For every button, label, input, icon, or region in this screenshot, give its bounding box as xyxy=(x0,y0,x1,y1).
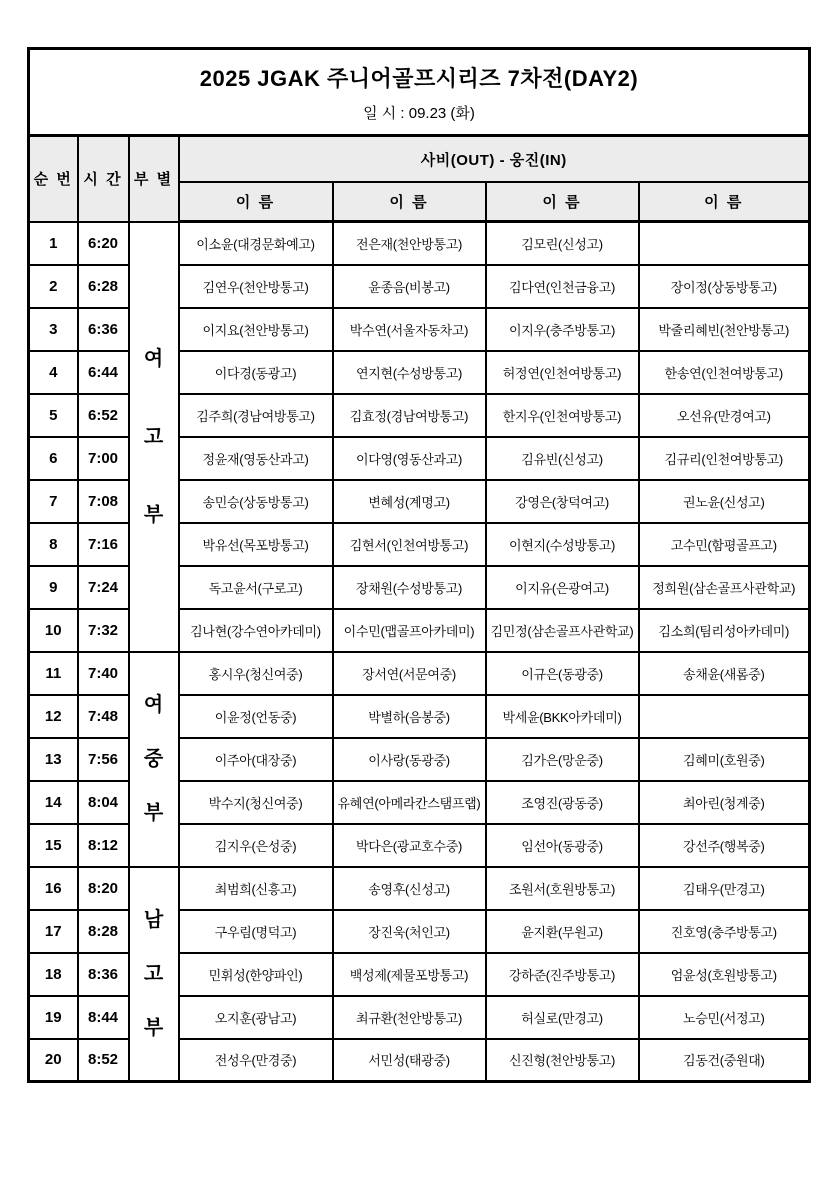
row-number-cell: 12 xyxy=(29,695,78,738)
player-cell: 김연우(천안방통고) xyxy=(179,265,333,308)
schedule-sheet xyxy=(27,47,808,1083)
player-cell: 박세윤(BKK아카데미) xyxy=(486,695,639,738)
player-cell: 최아린(청계중) xyxy=(639,781,810,824)
player-cell: 이윤정(언동중) xyxy=(179,695,333,738)
tee-time-cell: 7:32 xyxy=(78,609,129,652)
player-cell: 이수민(맵골프아카데미) xyxy=(333,609,486,652)
table-row xyxy=(29,222,810,265)
player-cell: 박별하(음봉중) xyxy=(333,695,486,738)
division-label xyxy=(130,223,178,651)
player-cell: 김지우(은성중) xyxy=(179,824,333,867)
tee-time-cell: 6:28 xyxy=(78,265,129,308)
player-cell xyxy=(639,695,810,738)
player-cell: 박수지(청신여중) xyxy=(179,781,333,824)
tee-time-cell: 7:24 xyxy=(78,566,129,609)
tee-time-cell: 7:08 xyxy=(78,480,129,523)
tee-time-cell: 6:52 xyxy=(78,394,129,437)
col-header-name-3: 이 름 xyxy=(486,182,639,222)
player-cell: 조영진(광동중) xyxy=(486,781,639,824)
row-number-cell: 10 xyxy=(29,609,78,652)
row-number-cell: 11 xyxy=(29,652,78,695)
row-number-cell: 8 xyxy=(29,523,78,566)
event-date: 일 시 : 09.23 (화) xyxy=(363,104,475,122)
player-cell: 김태우(만경고) xyxy=(639,867,810,910)
player-cell: 장서연(서문여중) xyxy=(333,652,486,695)
player-cell: 강선주(행복중) xyxy=(639,824,810,867)
row-number-cell: 14 xyxy=(29,781,78,824)
row-number-cell: 18 xyxy=(29,953,78,996)
row-number-cell: 16 xyxy=(29,867,78,910)
player-cell: 독고윤서(구로고) xyxy=(179,566,333,609)
player-cell: 한지우(인천여방통고) xyxy=(486,394,639,437)
tee-time-cell: 6:44 xyxy=(78,351,129,394)
row-number-cell: 6 xyxy=(29,437,78,480)
col-header-time: 시 간 xyxy=(78,136,129,222)
tee-time-cell: 7:40 xyxy=(78,652,129,695)
tee-time-cell: 7:56 xyxy=(78,738,129,781)
division-char: 여 xyxy=(143,347,164,370)
division-char: 고 xyxy=(143,962,164,985)
tee-time-cell: 8:36 xyxy=(78,953,129,996)
row-number-cell: 2 xyxy=(29,265,78,308)
player-cell: 노승민(서정고) xyxy=(639,996,810,1039)
player-cell: 신진형(천안방통고) xyxy=(486,1039,639,1082)
player-cell: 유혜연(아메라칸스탬프랩) xyxy=(333,781,486,824)
player-cell: 박수연(서울자동차고) xyxy=(333,308,486,351)
player-cell: 이지우(충주방통고) xyxy=(486,308,639,351)
player-cell: 김소희(팀리성아카데미) xyxy=(639,609,810,652)
player-cell: 김주희(경남여방통고) xyxy=(179,394,333,437)
player-cell: 장진욱(처인고) xyxy=(333,910,486,953)
player-cell: 김동건(중원대) xyxy=(639,1039,810,1082)
player-cell: 이사랑(동광중) xyxy=(333,738,486,781)
division-cell xyxy=(129,222,179,652)
player-cell: 이다경(동광고) xyxy=(179,351,333,394)
player-cell: 김효정(경남여방통고) xyxy=(333,394,486,437)
row-number-cell: 17 xyxy=(29,910,78,953)
player-cell: 이지요(천안방통고) xyxy=(179,308,333,351)
division-label xyxy=(130,653,178,866)
player-cell: 임선아(동광중) xyxy=(486,824,639,867)
row-number-cell: 20 xyxy=(29,1039,78,1082)
division-char: 부 xyxy=(143,1016,164,1039)
tee-time-cell: 6:36 xyxy=(78,308,129,351)
player-cell: 김현서(인천여방통고) xyxy=(333,523,486,566)
row-number-cell: 9 xyxy=(29,566,78,609)
player-cell: 고수민(함평골프고) xyxy=(639,523,810,566)
tee-time-cell: 7:00 xyxy=(78,437,129,480)
player-cell: 전은재(천안방통고) xyxy=(333,222,486,265)
tee-time-cell: 7:16 xyxy=(78,523,129,566)
tee-time-cell: 8:44 xyxy=(78,996,129,1039)
title-row xyxy=(29,49,810,136)
division-char: 여 xyxy=(143,694,164,716)
player-cell: 민휘성(한양파인) xyxy=(179,953,333,996)
player-cell: 변혜성(계명고) xyxy=(333,480,486,523)
player-cell: 홍시우(청신여중) xyxy=(179,652,333,695)
player-cell: 최규환(천안방통고) xyxy=(333,996,486,1039)
col-header-number: 순 번 xyxy=(29,136,78,222)
player-cell: 정희원(삼손골프사관학교) xyxy=(639,566,810,609)
player-cell: 한송연(인천여방통고) xyxy=(639,351,810,394)
player-cell: 윤지환(무원고) xyxy=(486,910,639,953)
player-cell: 이주아(대장중) xyxy=(179,738,333,781)
player-cell: 박줄리혜빈(천안방통고) xyxy=(639,308,810,351)
tee-time-table xyxy=(27,47,811,1083)
player-cell: 최범희(신흥고) xyxy=(179,867,333,910)
col-header-name-1: 이 름 xyxy=(179,182,333,222)
row-number-cell: 5 xyxy=(29,394,78,437)
tee-time-cell: 8:28 xyxy=(78,910,129,953)
row-number-cell: 3 xyxy=(29,308,78,351)
row-number-cell: 13 xyxy=(29,738,78,781)
col-header-division: 부 별 xyxy=(129,136,179,222)
player-cell: 연지현(수성방통고) xyxy=(333,351,486,394)
player-cell: 권노윤(신성고) xyxy=(639,480,810,523)
player-cell: 김가은(망운중) xyxy=(486,738,639,781)
tee-time-cell: 6:20 xyxy=(78,222,129,265)
player-cell: 백성제(제물포방통고) xyxy=(333,953,486,996)
player-cell: 이규은(동광중) xyxy=(486,652,639,695)
player-cell: 허정연(인천여방통고) xyxy=(486,351,639,394)
player-cell: 오지훈(광남고) xyxy=(179,996,333,1039)
division-char: 부 xyxy=(143,503,164,526)
division-char: 고 xyxy=(143,425,164,448)
player-cell: 김유빈(신성고) xyxy=(486,437,639,480)
player-cell: 김혜미(호원중) xyxy=(639,738,810,781)
player-cell: 강하준(진주방통고) xyxy=(486,953,639,996)
player-cell: 장채원(수성방통고) xyxy=(333,566,486,609)
course-header: 사비(OUT) - 웅진(IN) xyxy=(179,136,810,183)
tee-time-cell: 8:04 xyxy=(78,781,129,824)
division-cell xyxy=(129,652,179,867)
table-row xyxy=(29,652,810,695)
col-header-name-2: 이 름 xyxy=(333,182,486,222)
tee-time-cell: 8:20 xyxy=(78,867,129,910)
division-char: 부 xyxy=(143,802,164,824)
player-cell: 허실로(만경고) xyxy=(486,996,639,1039)
player-cell: 오선유(만경여고) xyxy=(639,394,810,437)
header-row-top xyxy=(29,136,810,183)
player-cell: 장이정(상동방통고) xyxy=(639,265,810,308)
player-cell: 이소윤(대경문화예고) xyxy=(179,222,333,265)
player-cell xyxy=(639,222,810,265)
row-number-cell: 7 xyxy=(29,480,78,523)
player-cell: 엄윤성(호원방통고) xyxy=(639,953,810,996)
page-title: 2025 JGAK 주니어골프시리즈 7차전(DAY2) xyxy=(199,65,639,91)
player-cell: 박다은(광교호수중) xyxy=(333,824,486,867)
table-row xyxy=(29,867,810,910)
player-cell: 김모린(신성고) xyxy=(486,222,639,265)
player-cell: 김나현(강수연아카데미) xyxy=(179,609,333,652)
player-cell: 김다연(인천금융고) xyxy=(486,265,639,308)
player-cell: 강영은(창덕여고) xyxy=(486,480,639,523)
row-number-cell: 1 xyxy=(29,222,78,265)
col-header-name-4: 이 름 xyxy=(639,182,810,222)
player-cell: 박유선(목포방통고) xyxy=(179,523,333,566)
division-cell xyxy=(129,867,179,1082)
player-cell: 김규리(인천여방통고) xyxy=(639,437,810,480)
player-cell: 윤종음(비봉고) xyxy=(333,265,486,308)
row-number-cell: 19 xyxy=(29,996,78,1039)
division-char: 남 xyxy=(143,908,164,931)
player-cell: 송채윤(새롬중) xyxy=(639,652,810,695)
tee-time-cell: 8:52 xyxy=(78,1039,129,1082)
player-cell: 이다영(영동산과고) xyxy=(333,437,486,480)
player-cell: 정윤재(영동산과고) xyxy=(179,437,333,480)
player-cell: 서민성(태광중) xyxy=(333,1039,486,1082)
player-cell: 구우림(명덕고) xyxy=(179,910,333,953)
row-number-cell: 15 xyxy=(29,824,78,867)
player-cell: 조원서(호원방통고) xyxy=(486,867,639,910)
tee-time-cell: 7:48 xyxy=(78,695,129,738)
player-cell: 이지유(은광여고) xyxy=(486,566,639,609)
division-label xyxy=(130,868,178,1081)
player-cell: 전성우(만경중) xyxy=(179,1039,333,1082)
player-cell: 송민승(상동방통고) xyxy=(179,480,333,523)
player-cell: 김민정(삼손골프사관학교) xyxy=(486,609,639,652)
player-cell: 송영후(신성고) xyxy=(333,867,486,910)
player-cell: 이현지(수성방통고) xyxy=(486,523,639,566)
player-cell: 진호영(충주방통고) xyxy=(639,910,810,953)
title-block xyxy=(29,49,810,136)
row-number-cell: 4 xyxy=(29,351,78,394)
tee-time-cell: 8:12 xyxy=(78,824,129,867)
division-char: 중 xyxy=(143,748,164,770)
